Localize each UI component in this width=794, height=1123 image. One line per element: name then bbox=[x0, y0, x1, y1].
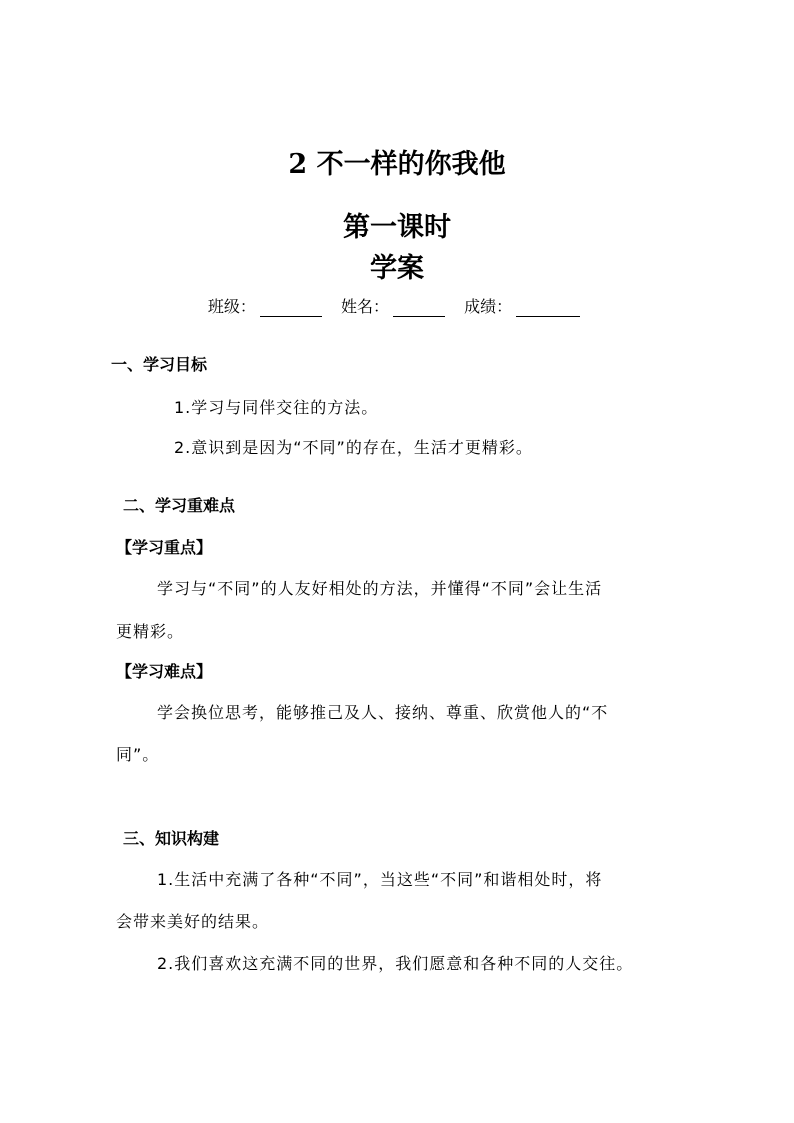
document-title: 2 不一样的你我他 bbox=[288, 149, 506, 180]
name-label: 姓名： bbox=[340, 297, 389, 316]
score-blank[interactable] bbox=[516, 298, 580, 317]
section-heading-key-points: 二、学习重难点 bbox=[123, 496, 236, 515]
document-subtitle: 学案 bbox=[370, 253, 424, 284]
knowledge-item-1-line-2: 会带来美好的结果。 bbox=[116, 912, 270, 931]
goal-item-1: 1.学习与同伴交往的方法。 bbox=[174, 398, 379, 417]
section-heading-knowledge: 三、知识构建 bbox=[123, 829, 220, 848]
focus-text-line-2: 更精彩。 bbox=[116, 622, 185, 641]
class-label: 班级： bbox=[207, 297, 256, 316]
score-label: 成绩： bbox=[464, 297, 513, 316]
knowledge-item-2: 2.我们喜欢这充满不同的世界，我们愿意和各种不同的人交往。 bbox=[157, 954, 634, 973]
focus-label: 【学习重点】 bbox=[116, 538, 213, 557]
lesson-title: 第一课时 bbox=[343, 212, 451, 243]
name-blank[interactable] bbox=[393, 298, 445, 317]
difficulty-label: 【学习难点】 bbox=[116, 662, 213, 681]
focus-text-line-1: 学习与“不同”的人友好相处的方法，并懂得“不同”会让生活 bbox=[157, 579, 603, 598]
knowledge-item-1-line-1: 1.生活中充满了各种“不同”，当这些“不同”和谐相处时，将 bbox=[157, 870, 603, 889]
difficulty-text-line-2: 同”。 bbox=[116, 745, 160, 764]
class-blank[interactable] bbox=[260, 298, 322, 317]
difficulty-text-line-1: 学会换位思考，能够推己及人、接纳、尊重、欣赏他人的“不 bbox=[157, 703, 609, 722]
section-heading-goals: 一、学习目标 bbox=[111, 355, 208, 374]
goal-item-2: 2.意识到是因为“不同”的存在，生活才更精彩。 bbox=[174, 438, 533, 457]
student-info-row bbox=[0, 294, 794, 317]
